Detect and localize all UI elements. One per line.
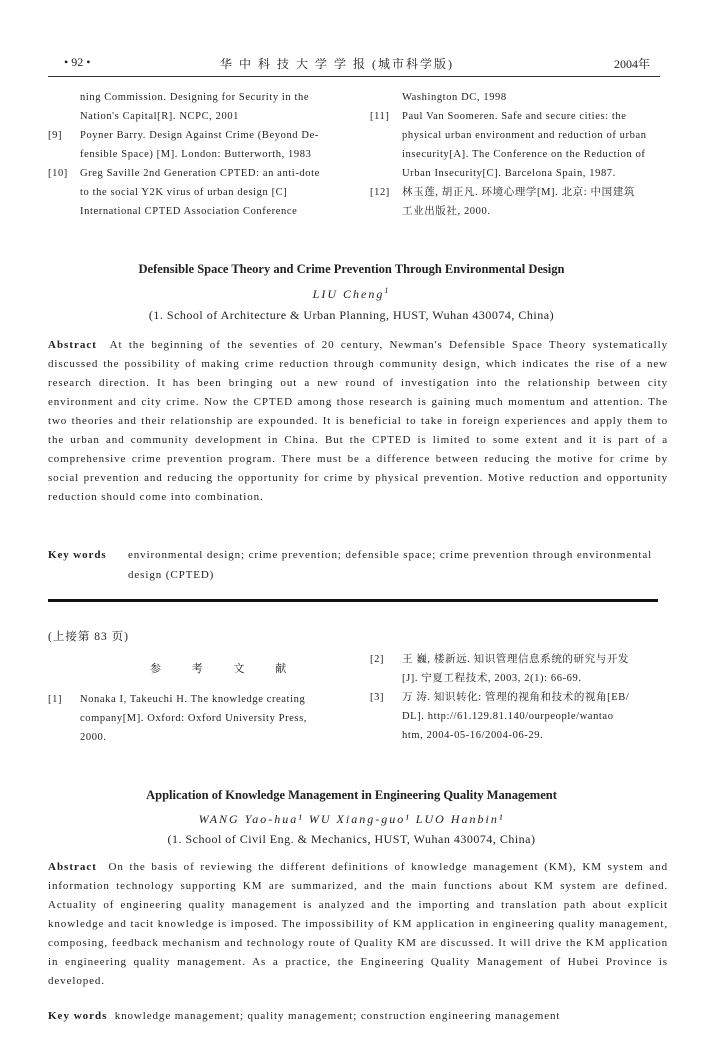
abstract-label: Abstract <box>48 339 97 351</box>
reference-line: Greg Saville 2nd Generation CPTED: an anti-dote <box>80 168 320 179</box>
reference-line: 万 涛. 知识转化: 管理的视角和技术的视角[EB/ <box>402 692 630 703</box>
article2-affiliation: (1. School of Civil Eng. & Mechanics, HUST, Wuhan 430074, China) <box>167 832 536 846</box>
reference-line: 林玉莲, 胡正凡. 环境心理学[M]. 北京: 中国建筑 <box>402 187 635 198</box>
article2-authors: WANG Yao-hua¹ WU Xiang-guo¹ LUO Hanbin¹ <box>198 812 505 826</box>
reference-line: fensible Space) [M]. London: Butterworth, 1983 <box>80 149 312 160</box>
section-divider <box>48 599 658 602</box>
reference-line: DL]. http://61.129.81.140/ourpeople/wantao <box>402 711 614 722</box>
reference-line: 王 巍, 楼新远. 知识管理信息系统的研究与开发 <box>402 654 630 665</box>
reference-line: 工业出版社, 2000. <box>402 206 491 217</box>
reference-item <box>370 650 675 688</box>
author-sup: 1 <box>384 286 391 295</box>
reference-item <box>370 107 675 183</box>
reference-number: [12] <box>370 187 390 198</box>
article2-keywords-label: Key words <box>48 1010 108 1022</box>
article2-abstract-text: On the basis of reviewing the different definitions of knowledge management (KM), KM system and information technology supporting KM are summarized, and the main functions about KM system are defined. Actuality of engineering quality management is analyzed and the importing and translation path about explicit knowledge and tacit knowledge is imposed. The impossibility of KM application in engineering quality management, composing, feedback mechanism and technology route of Quality KM are discussed. It will drive the KM application in engineering quality management. As a practice, the Engineering Quality Management of Hubei Province is developed. <box>48 861 668 987</box>
article2-abstract-label: Abstract <box>48 861 97 873</box>
reference-number: [3] <box>370 692 385 703</box>
reference-number: [1] <box>48 694 63 705</box>
references-top-left <box>48 88 353 221</box>
reference-item <box>370 88 675 107</box>
keywords-text: environmental design; crime prevention; defensible space; crime prevention through environmental design (CPTED) <box>128 549 653 581</box>
article2-title: Application of Knowledge Management in Engineering Quality Management <box>146 788 557 802</box>
author-name: LIU Cheng <box>312 287 385 301</box>
reference-line: Urban Insecurity[C]. Barcelona Spain, 1987. <box>402 168 616 179</box>
reference-line: Nation's Capital[R]. NCPC, 2001 <box>80 111 240 122</box>
reference-line: company[M]. Oxford: Oxford University Press, <box>80 713 308 724</box>
continued-note: (上接第 83 页) <box>48 631 129 643</box>
header-rule <box>48 76 660 77</box>
reference-line: 2000. <box>80 732 107 743</box>
reference-number: [10] <box>48 168 68 179</box>
reference-item <box>370 183 675 221</box>
reference-number: [11] <box>370 111 390 122</box>
article2-keywords <box>48 1006 668 1026</box>
reference-line: ning Commission. Designing for Security in the <box>80 92 310 103</box>
reference-item <box>48 164 353 221</box>
reference-number: [9] <box>48 130 63 141</box>
journal-title: 华 中 科 技 大 学 学 报 (城市科学版) <box>220 57 454 71</box>
reference-number: [2] <box>370 654 385 665</box>
references-heading: 参 考 文 献 <box>150 663 301 675</box>
reference-line: Paul Van Soomeren. Safe and secure cities: the <box>402 111 627 122</box>
references-bottom-left <box>48 690 353 747</box>
reference-line: International CPTED Association Conference <box>80 206 298 217</box>
article2-abstract <box>48 858 668 991</box>
article2-keywords-text: knowledge management; quality management; construction engineering management <box>114 1010 561 1022</box>
abstract-text: At the beginning of the seventies of 20 century, Newman's Defensible Space Theory systematically discussed the possibility of making crime reduction through community design, which indicates the rise of a new research direction. It has been bringing out a new round of investigation into the relationship between city environment and city crime. Now the CPTED among those research is gaining much momentum and attention. The two theories and their relationship are expounded. It is beneficial to take in foreign experiences and apply them to the urban and community development in China. But the CPTED is limited to some extent and it is part of a comprehensive crime prevention program. There must be a difference between reducing the motive for crime by social prevention and reducing the opportunity for crime by physical prevention. Motive reduction and opportunity reduction should come into combination. <box>48 339 668 503</box>
keywords <box>48 545 668 585</box>
reference-line: to the social Y2K virus of urban design [C] <box>80 187 288 198</box>
reference-line: insecurity[A]. The Conference on the Reduction of <box>402 149 646 160</box>
reference-item <box>48 88 353 126</box>
reference-line: htm, 2004-05-16/2004-06-29. <box>402 730 544 741</box>
page-number: • 92 • <box>64 55 91 69</box>
reference-item <box>48 126 353 164</box>
reference-item <box>370 688 675 745</box>
reference-line: physical urban environment and reduction of urban <box>402 130 647 141</box>
references-bottom-right <box>370 650 675 745</box>
reference-line: [J]. 宁夏工程技术, 2003, 2(1): 66-69. <box>402 673 582 684</box>
abstract <box>48 336 668 507</box>
affiliation: (1. School of Architecture & Urban Planning, HUST, Wuhan 430074, China) <box>148 308 555 322</box>
reference-line: Poyner Barry. Design Against Crime (Beyond De- <box>80 130 319 141</box>
year: 2004年 <box>614 57 651 71</box>
references-top-right <box>370 88 675 221</box>
reference-line: Washington DC, 1998 <box>402 92 507 103</box>
article-title: Defensible Space Theory and Crime Prevention Through Environmental Design <box>138 262 565 276</box>
keywords-label: Key words <box>48 549 107 561</box>
reference-item <box>48 690 353 747</box>
reference-line: Nonaka I, Takeuchi H. The knowledge creating <box>80 694 306 705</box>
author <box>0 286 703 302</box>
